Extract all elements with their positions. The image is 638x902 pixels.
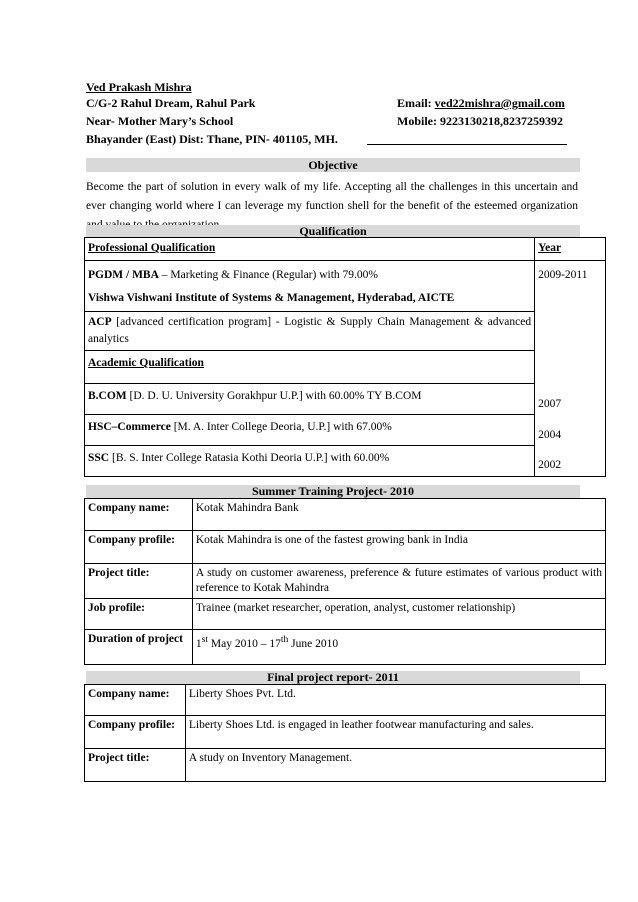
table-row <box>85 531 606 564</box>
summer-duration-key: Duration of project <box>85 630 193 665</box>
bcom-detail: [D. D. U. University Gorakhpur U.P.] with 60.00% TY B.COM <box>126 390 422 402</box>
bcom-year: 2007 <box>535 384 606 415</box>
hsc-detail: [M. A. Inter College Deoria, U.P.] with 67.00% <box>170 421 392 433</box>
header-rule <box>367 144 567 145</box>
pgdm-detail: – Marketing & Finance (Regular) with 79.00% <box>158 269 378 281</box>
mobile-line: Mobile: 9223130218,8237259392 <box>397 114 563 128</box>
address-line-3: Bhayander (East) Dist: Thane, PIN- 401105, MH. <box>86 132 338 146</box>
table-row <box>85 599 606 630</box>
hsc-title: HSC–Commerce <box>88 421 171 433</box>
objective-heading: Objective <box>86 158 580 172</box>
pgdm-institute: Vishwa Vishwani Institute of Systems & Management, Hyderabad, AICTE <box>88 292 455 304</box>
summer-project-title-key: Project title: <box>85 564 193 599</box>
table-row <box>85 716 606 749</box>
final-project-title-value: A study on Inventory Management. <box>185 749 605 782</box>
table-row <box>85 499 606 531</box>
acp-cell <box>85 312 535 351</box>
table-row <box>85 749 606 782</box>
summer-company-name-key: Company name: <box>85 499 193 531</box>
address-line-2: Near- Mother Mary’s School <box>86 114 234 128</box>
table-row <box>85 564 606 599</box>
summer-training-table <box>84 498 606 665</box>
summer-job-profile-key: Job profile: <box>85 599 193 630</box>
duration-middle: May 2010 – 17 <box>208 637 281 650</box>
email-label: Email: <box>397 96 435 110</box>
duration-end: June 2010 <box>288 637 339 650</box>
duration-end-suffix: th <box>280 634 289 645</box>
summer-company-name-value: Kotak Mahindra Bank <box>192 499 605 531</box>
final-company-name-key: Company name: <box>85 685 186 716</box>
acp-detail: [advanced certification program] - Logistic & Supply Chain Management & advanced analytics <box>88 316 532 345</box>
summer-job-profile-value: Trainee (market researcher, operation, analyst, customer relationship) <box>192 599 605 630</box>
bcom-title: B.COM <box>88 390 127 402</box>
acp-title: ACP <box>88 316 112 328</box>
final-project-heading: Final project report- 2011 <box>86 671 580 684</box>
table-row <box>85 685 606 716</box>
hsc-year: 2004 <box>535 415 606 446</box>
pgdm-cell <box>85 261 535 312</box>
hsc-cell <box>85 415 535 446</box>
qualification-heading: Qualification <box>86 225 580 238</box>
email-line <box>397 95 565 111</box>
academic-qualification-heading: Academic Qualification <box>85 351 535 384</box>
final-project-table <box>84 684 606 782</box>
final-project-title-key: Project title: <box>85 749 186 782</box>
email-link[interactable]: ved22mishra@gmail.com <box>434 96 565 110</box>
table-row <box>85 630 606 665</box>
ssc-title: SSC <box>88 452 110 464</box>
candidate-name: Ved Prakash Mishra <box>86 80 192 94</box>
final-company-profile-key: Company profile: <box>85 716 186 749</box>
ssc-year: 2002 <box>535 446 606 477</box>
duration-start-day: 1 <box>195 637 202 650</box>
qualification-table <box>84 237 606 477</box>
final-company-name-value: Liberty Shoes Pvt. Ltd. <box>185 685 605 716</box>
year-heading: Year <box>535 238 606 261</box>
address-line-1: C/G-2 Rahul Dream, Rahul Park <box>86 96 256 110</box>
professional-qualification-heading: Professional Qualification <box>85 238 535 261</box>
summer-project-title-value: A study on customer awareness, preference & future estimates of various product with reference to Kotak Mahindra <box>192 564 605 599</box>
pgdm-year: 2009-2011 <box>535 261 606 384</box>
objective-text: Become the part of solution in every walk of my life. Accepting all the challenges in this uncertain and ever changing world where I can leverage my function shell for the benefit of the esteemed organization <box>86 181 578 212</box>
ssc-cell <box>85 446 535 477</box>
summer-company-profile-value: Kotak Mahindra is one of the fastest growing bank in India <box>192 531 605 564</box>
bcom-cell <box>85 384 535 415</box>
final-company-profile-value: Liberty Shoes Ltd. is engaged in leather footwear manufacturing and sales. <box>185 716 605 749</box>
summer-duration-value <box>192 630 605 665</box>
summer-training-heading: Summer Training Project- 2010 <box>86 485 580 498</box>
ssc-detail: [B. S. Inter College Ratasia Kothi Deoria U.P.] with 60.00% <box>109 452 390 464</box>
duration-start-suffix: st <box>201 634 208 645</box>
pgdm-title: PGDM / MBA <box>88 269 159 281</box>
summer-company-profile-key: Company profile: <box>85 531 193 564</box>
